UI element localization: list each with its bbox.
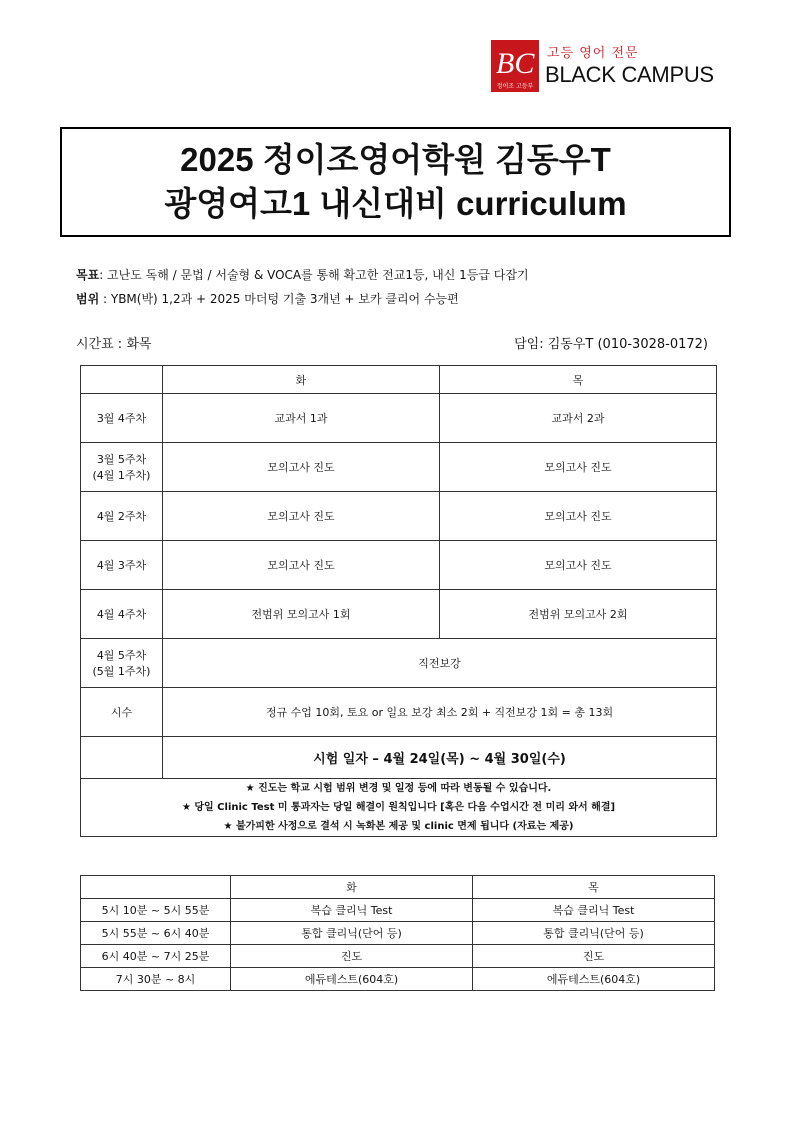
exam-period: 시험 일자 – 4월 24일(목) ~ 4월 30일(수) — [163, 737, 717, 779]
time-cell: 5시 55분 ~ 6시 40분 — [81, 922, 231, 945]
table-row — [81, 899, 715, 922]
title-box — [60, 127, 731, 237]
table-row — [81, 922, 715, 945]
table-row — [81, 968, 715, 991]
logo-mark — [491, 40, 539, 92]
thu-cell: 진도 — [473, 945, 715, 968]
goal-line — [76, 266, 529, 283]
tue-cell: 모의고사 진도 — [163, 541, 440, 590]
timetable-header-row — [81, 876, 715, 899]
table-row — [81, 541, 717, 590]
header-cell-thu: 목 — [440, 366, 717, 394]
timetable-table — [80, 875, 715, 991]
note-line: ★ 불가피한 사정으로 결석 시 녹화본 제공 및 clinic 면제 됩니다 (자료는 제공) — [223, 821, 574, 832]
thu-cell: 모의고사 진도 — [440, 492, 717, 541]
week-cell: 4월 5주차 (5월 1주차) — [81, 639, 163, 688]
brand-logo — [491, 40, 716, 92]
header-cell-thu: 목 — [473, 876, 715, 899]
table-row — [81, 945, 715, 968]
week-cell: 4월 3주차 — [81, 541, 163, 590]
tue-cell: 모의고사 진도 — [163, 492, 440, 541]
note-line: ★ 당일 Clinic Test 미 통과자는 당일 해결이 원칙입니다 [혹은 다음 수업시간 전 미리 와서 해결] — [181, 802, 616, 813]
thu-cell: 에듀테스트(604호) — [473, 968, 715, 991]
tue-cell: 에듀테스트(604호) — [231, 968, 473, 991]
header-cell — [81, 876, 231, 899]
title-line-2: 광영여고1 내신대비 curriculum — [164, 185, 627, 222]
time-cell: 6시 40분 ~ 7시 25분 — [81, 945, 231, 968]
logo-tagline: 고등 영어 전문 — [547, 46, 639, 61]
logo-name: BLACK CAMPUS — [545, 62, 714, 87]
exam-empty-cell — [81, 737, 163, 779]
notes-cell — [81, 779, 717, 837]
week-cell: 3월 5주차 (4월 1주차) — [81, 443, 163, 492]
curriculum-header-row — [81, 366, 717, 394]
exam-row — [81, 737, 717, 779]
range-text: : YBM(박) 1,2과 + 2025 마더텅 기출 3개년 + 보카 클리어 수능편 — [99, 292, 459, 306]
week-cell: 3월 4주차 — [81, 394, 163, 443]
sessions-label: 시수 — [81, 688, 163, 737]
notes-row — [81, 779, 717, 837]
thu-cell: 교과서 2과 — [440, 394, 717, 443]
final-review-cell: 직전보강 — [163, 639, 717, 688]
table-row — [81, 590, 717, 639]
svg-text:BC: BC — [496, 47, 535, 80]
header-cell — [81, 366, 163, 394]
tue-cell: 전범위 모의고사 1회 — [163, 590, 440, 639]
thu-cell: 전범위 모의고사 2회 — [440, 590, 717, 639]
goal-label: 목표 — [76, 268, 100, 282]
title-line-1: 2025 정이조영어학원 김동우T — [180, 141, 611, 178]
logo-subtitle: 정이조 고등부 — [496, 83, 534, 90]
thu-cell: 모의고사 진도 — [440, 443, 717, 492]
table-row — [81, 394, 717, 443]
note-line: ★ 진도는 학교 시험 범위 변경 및 일정 등에 따라 변동될 수 있습니다. — [245, 783, 552, 794]
tue-cell: 복습 클리닉 Test — [231, 899, 473, 922]
header-cell-tue: 화 — [163, 366, 440, 394]
tue-cell: 통합 클리닉(단어 등) — [231, 922, 473, 945]
tue-cell: 교과서 1과 — [163, 394, 440, 443]
range-label: 범위 — [76, 292, 100, 306]
tue-cell: 진도 — [231, 945, 473, 968]
table-row — [81, 443, 717, 492]
thu-cell: 모의고사 진도 — [440, 541, 717, 590]
thu-cell: 복습 클리닉 Test — [473, 899, 715, 922]
final-week-row — [81, 639, 717, 688]
range-line — [76, 290, 459, 307]
goal-text: : 고난도 독해 / 문법 / 서술형 & VOCA를 통해 확고한 전교1등, 내신 1등급 다잡기 — [99, 268, 529, 282]
thu-cell: 통합 클리닉(단어 등) — [473, 922, 715, 945]
curriculum-table — [80, 365, 717, 837]
time-cell: 7시 30분 ~ 8시 — [81, 968, 231, 991]
teacher-contact: 담임: 김동우T (010-3028-0172) — [514, 337, 708, 352]
header-cell-tue: 화 — [231, 876, 473, 899]
table-row — [81, 492, 717, 541]
schedule-label: 시간표 : 화목 — [76, 337, 152, 352]
week-cell: 4월 2주차 — [81, 492, 163, 541]
tue-cell: 모의고사 진도 — [163, 443, 440, 492]
time-cell: 5시 10분 ~ 5시 55분 — [81, 899, 231, 922]
sessions-row — [81, 688, 717, 737]
sessions-content: 정규 수업 10회, 토요 or 일요 보강 최소 2회 + 직전보강 1회 = 총 13회 — [163, 688, 717, 737]
week-cell: 4월 4주차 — [81, 590, 163, 639]
